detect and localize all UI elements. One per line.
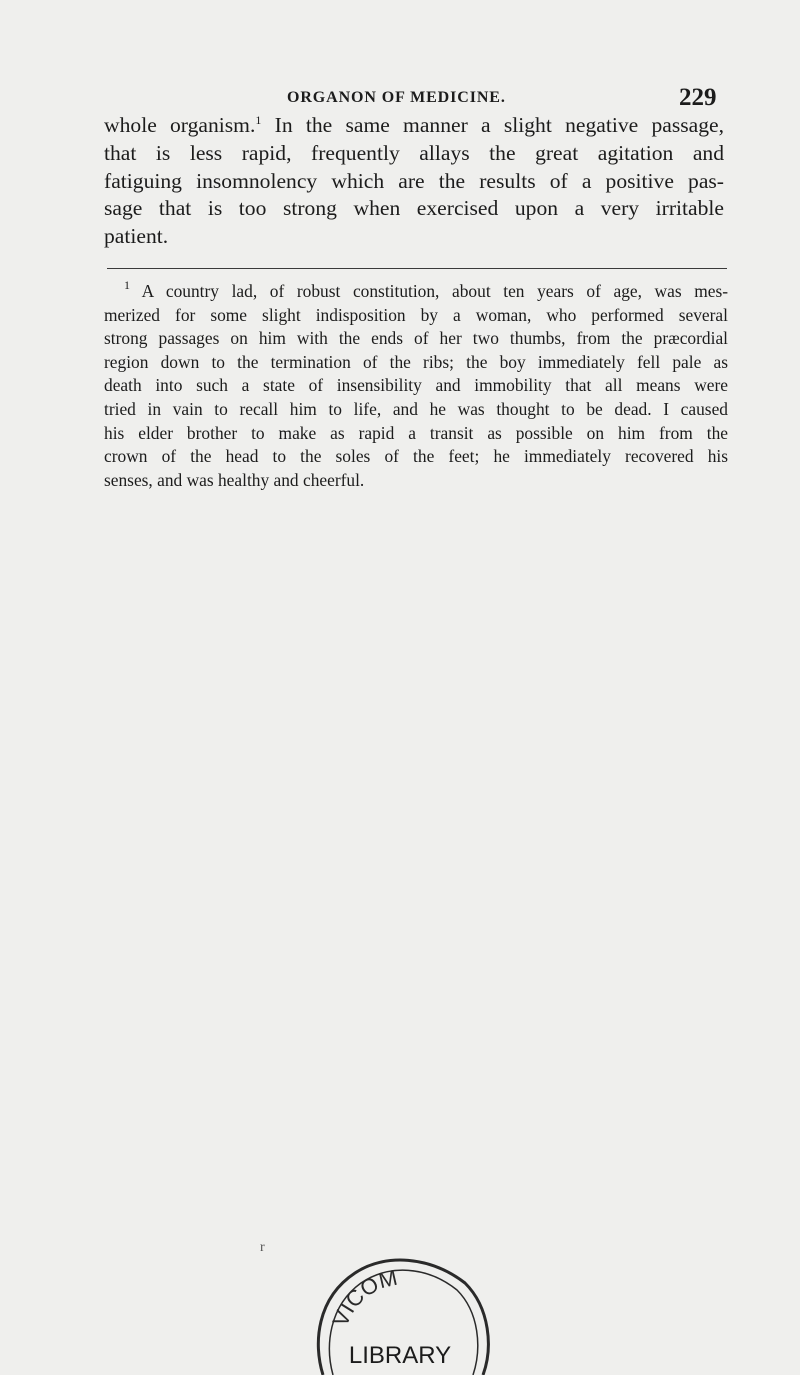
stamp-arc-text: VICOM — [327, 1264, 400, 1330]
footnote-marker: 1 — [124, 278, 130, 292]
footnote-line-text: A country lad, of robust constitution, about ten years of age, was mes- — [141, 281, 729, 301]
body-line — [104, 112, 724, 140]
footnote-line: merized for some slight indisposition by a woman, who performed several — [104, 304, 728, 325]
footnote-line — [104, 280, 728, 304]
running-head — [0, 86, 800, 110]
footnote-line: strong passages on him with the ends of her two thumbs, from the præcordial — [104, 328, 728, 349]
body-line-text: In the same manner a slight negative passage, — [274, 113, 724, 137]
stray-mark: r — [260, 1240, 265, 1255]
footnote-separator-rule — [107, 268, 727, 269]
body-paragraph — [104, 112, 724, 251]
footnote-line: crown of the head to the soles of the feet; he immediately recovered his — [104, 446, 728, 467]
footnote-reference: 1 — [255, 113, 262, 127]
footnote — [104, 280, 728, 492]
stamp-label: LIBRARY — [348, 1342, 452, 1369]
page-number: 229 — [679, 84, 717, 111]
footnote-line: death into such a state of insensibility and immobility that all means were — [104, 375, 728, 396]
footnote-line: tried in vain to recall him to life, and he was thought to be dead. I caused — [104, 398, 728, 419]
body-line: fatiguing insomnolency which are the results of a positive pas- — [104, 168, 724, 193]
running-title: ORGANON OF MEDICINE. — [287, 89, 506, 106]
body-line: sage that is too strong when exercised upon a very irritable — [104, 196, 724, 221]
footnote-line: his elder brother to make as rapid a transit as possible on him from the — [104, 422, 728, 443]
body-line: that is less rapid, frequently allays the great agitation and — [104, 140, 724, 165]
body-line-text: whole organism. — [104, 113, 256, 137]
footnote-line: senses, and was healthy and cheerful. — [104, 469, 365, 490]
footnote-line: region down to the termination of the ribs; the boy immediately fell pale as — [104, 351, 728, 372]
body-line: patient. — [104, 224, 169, 249]
library-stamp — [305, 1248, 495, 1375]
